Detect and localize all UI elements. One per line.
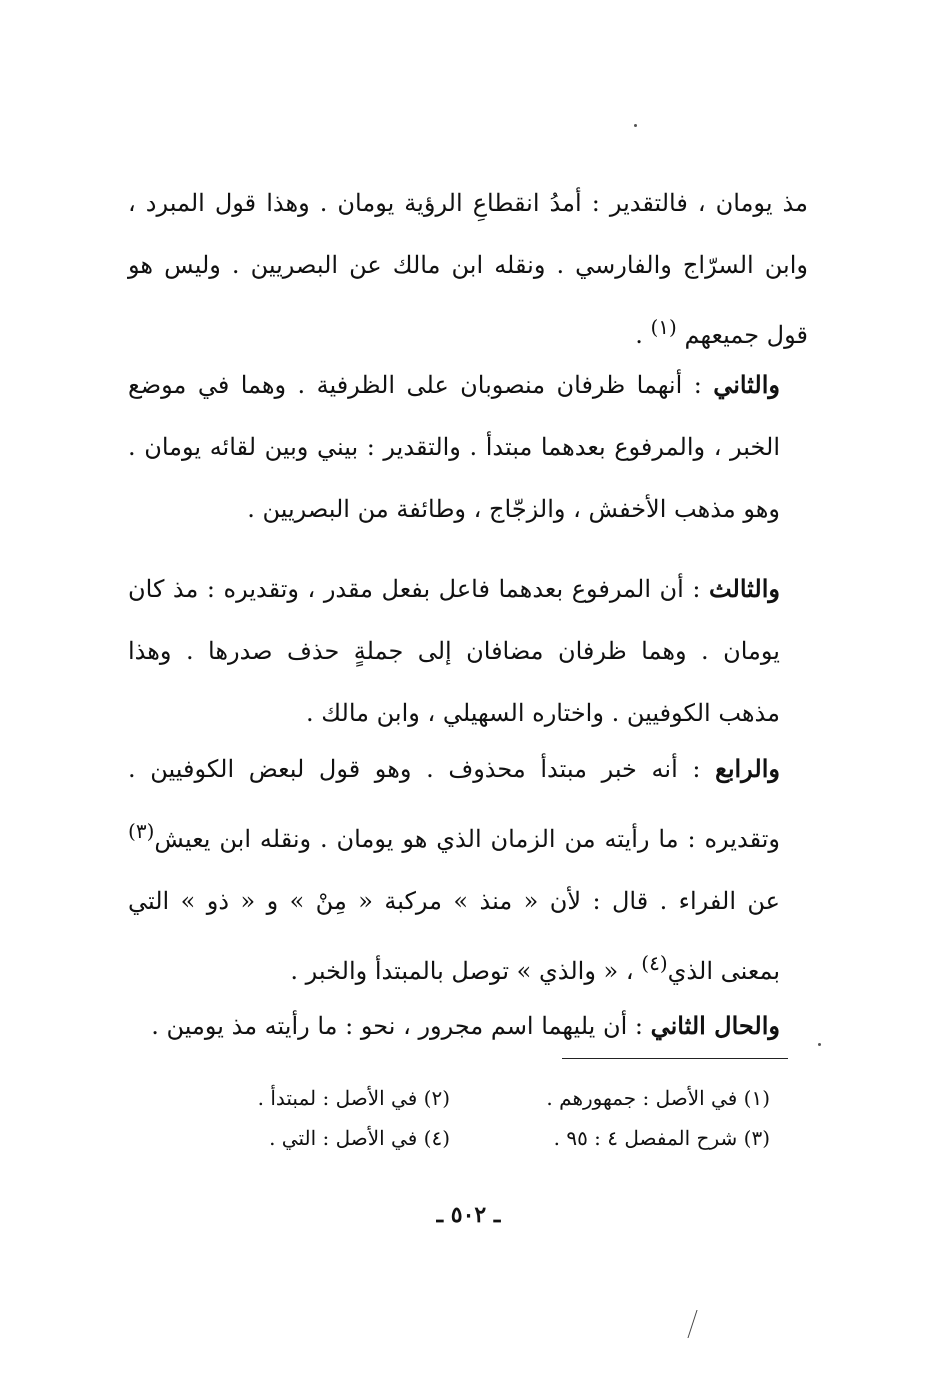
- scan-speck: [818, 1043, 821, 1046]
- footnote-1: [500, 1078, 770, 1118]
- footnote-ref-3: (٣): [128, 819, 155, 843]
- paragraph-lead: والثالث: [708, 574, 780, 603]
- paragraph-opening: [128, 172, 808, 366]
- paragraph-third-view: [128, 558, 808, 744]
- paragraph-text-end: ، « والذي » توصل بالمبتدأ والخبر .: [290, 957, 642, 985]
- footnotes: [180, 1078, 770, 1158]
- footnote-number: (٢): [423, 1086, 450, 1110]
- footnote-separator: [562, 1058, 788, 1059]
- footnotes-row: [180, 1118, 770, 1158]
- paragraph-lead: والرابع: [715, 754, 780, 783]
- footnote-ref-4: (٤): [641, 951, 668, 975]
- paragraph-text: : أن يليهما اسم مجرور ، نحو : ما رأيته مذ يومين .: [151, 1012, 651, 1040]
- footnote-number: (٣): [743, 1126, 770, 1150]
- footnote-text: في الأصل : جمهورهم .: [546, 1086, 738, 1110]
- paragraph-tail: .: [635, 321, 651, 349]
- paragraph-text-continued: عن الفراء . قال : لأن « منذ » مركبة « مِنْ » و « ذو » التي بمعنى الذي: [128, 887, 780, 985]
- page-number: ـ ٥٠٢ ـ: [436, 1202, 501, 1228]
- paragraph-lead: والحال الثاني: [650, 1011, 780, 1040]
- paragraph-text: مذ يومان ، فالتقدير : أمدُ انقطاعِ الرؤية يومان . وهذا قول المبرد ، وابن السرّاج والفارسي . ونقله ابن مالك عن البصريين . وليس هو قول جميعهم: [128, 189, 808, 349]
- footnote-number: (١): [743, 1086, 770, 1110]
- footnote-number: (٤): [423, 1126, 450, 1150]
- paragraph-second-case: [128, 995, 808, 1057]
- footnote-4: [180, 1118, 450, 1158]
- paragraph-lead: والثاني: [713, 370, 780, 399]
- footnote-text: في الأصل : التي .: [269, 1126, 418, 1150]
- footnotes-row: [180, 1078, 770, 1118]
- paragraph-text: : أن المرفوع بعدهما فاعل بفعل مقدر ، وتقديره : مذ كان يومان . وهما ظرفان مضافان إلى جملةٍ حذف صدرها . وهذا مذهب الكوفيين . واختاره السهيلي ، وابن مالك .: [128, 575, 780, 727]
- paragraph-text: : أنه خبر مبتدأ محذوف . وهو قول لبعض الكوفيين . وتقديره : ما رأيته من الزمان الذي هو يومان . ونقله ابن يعيش: [128, 755, 780, 853]
- footnote-3: [500, 1118, 770, 1158]
- footnote-text: شرح المفصل ٤ : ٩٥ .: [553, 1126, 738, 1150]
- footnote-text: في الأصل : لمبتدأ .: [257, 1086, 418, 1110]
- scan-mark: [675, 1310, 697, 1338]
- footnote-ref-1: (١): [650, 315, 677, 339]
- paragraph-second-view: [128, 354, 808, 540]
- scan-speck: [634, 124, 637, 127]
- footnote-2: [180, 1078, 450, 1118]
- paragraph-text: : أنهما ظرفان منصوبان على الظرفية . وهما في موضع الخبر ، والمرفوع بعدهما مبتدأ . والتقدير : بيني وبين لقائه يومان . وهو مذهب الأخفش ، والزجّاج ، وطائفة من البصريين .: [128, 371, 780, 523]
- paragraph-fourth-view: [128, 738, 808, 1002]
